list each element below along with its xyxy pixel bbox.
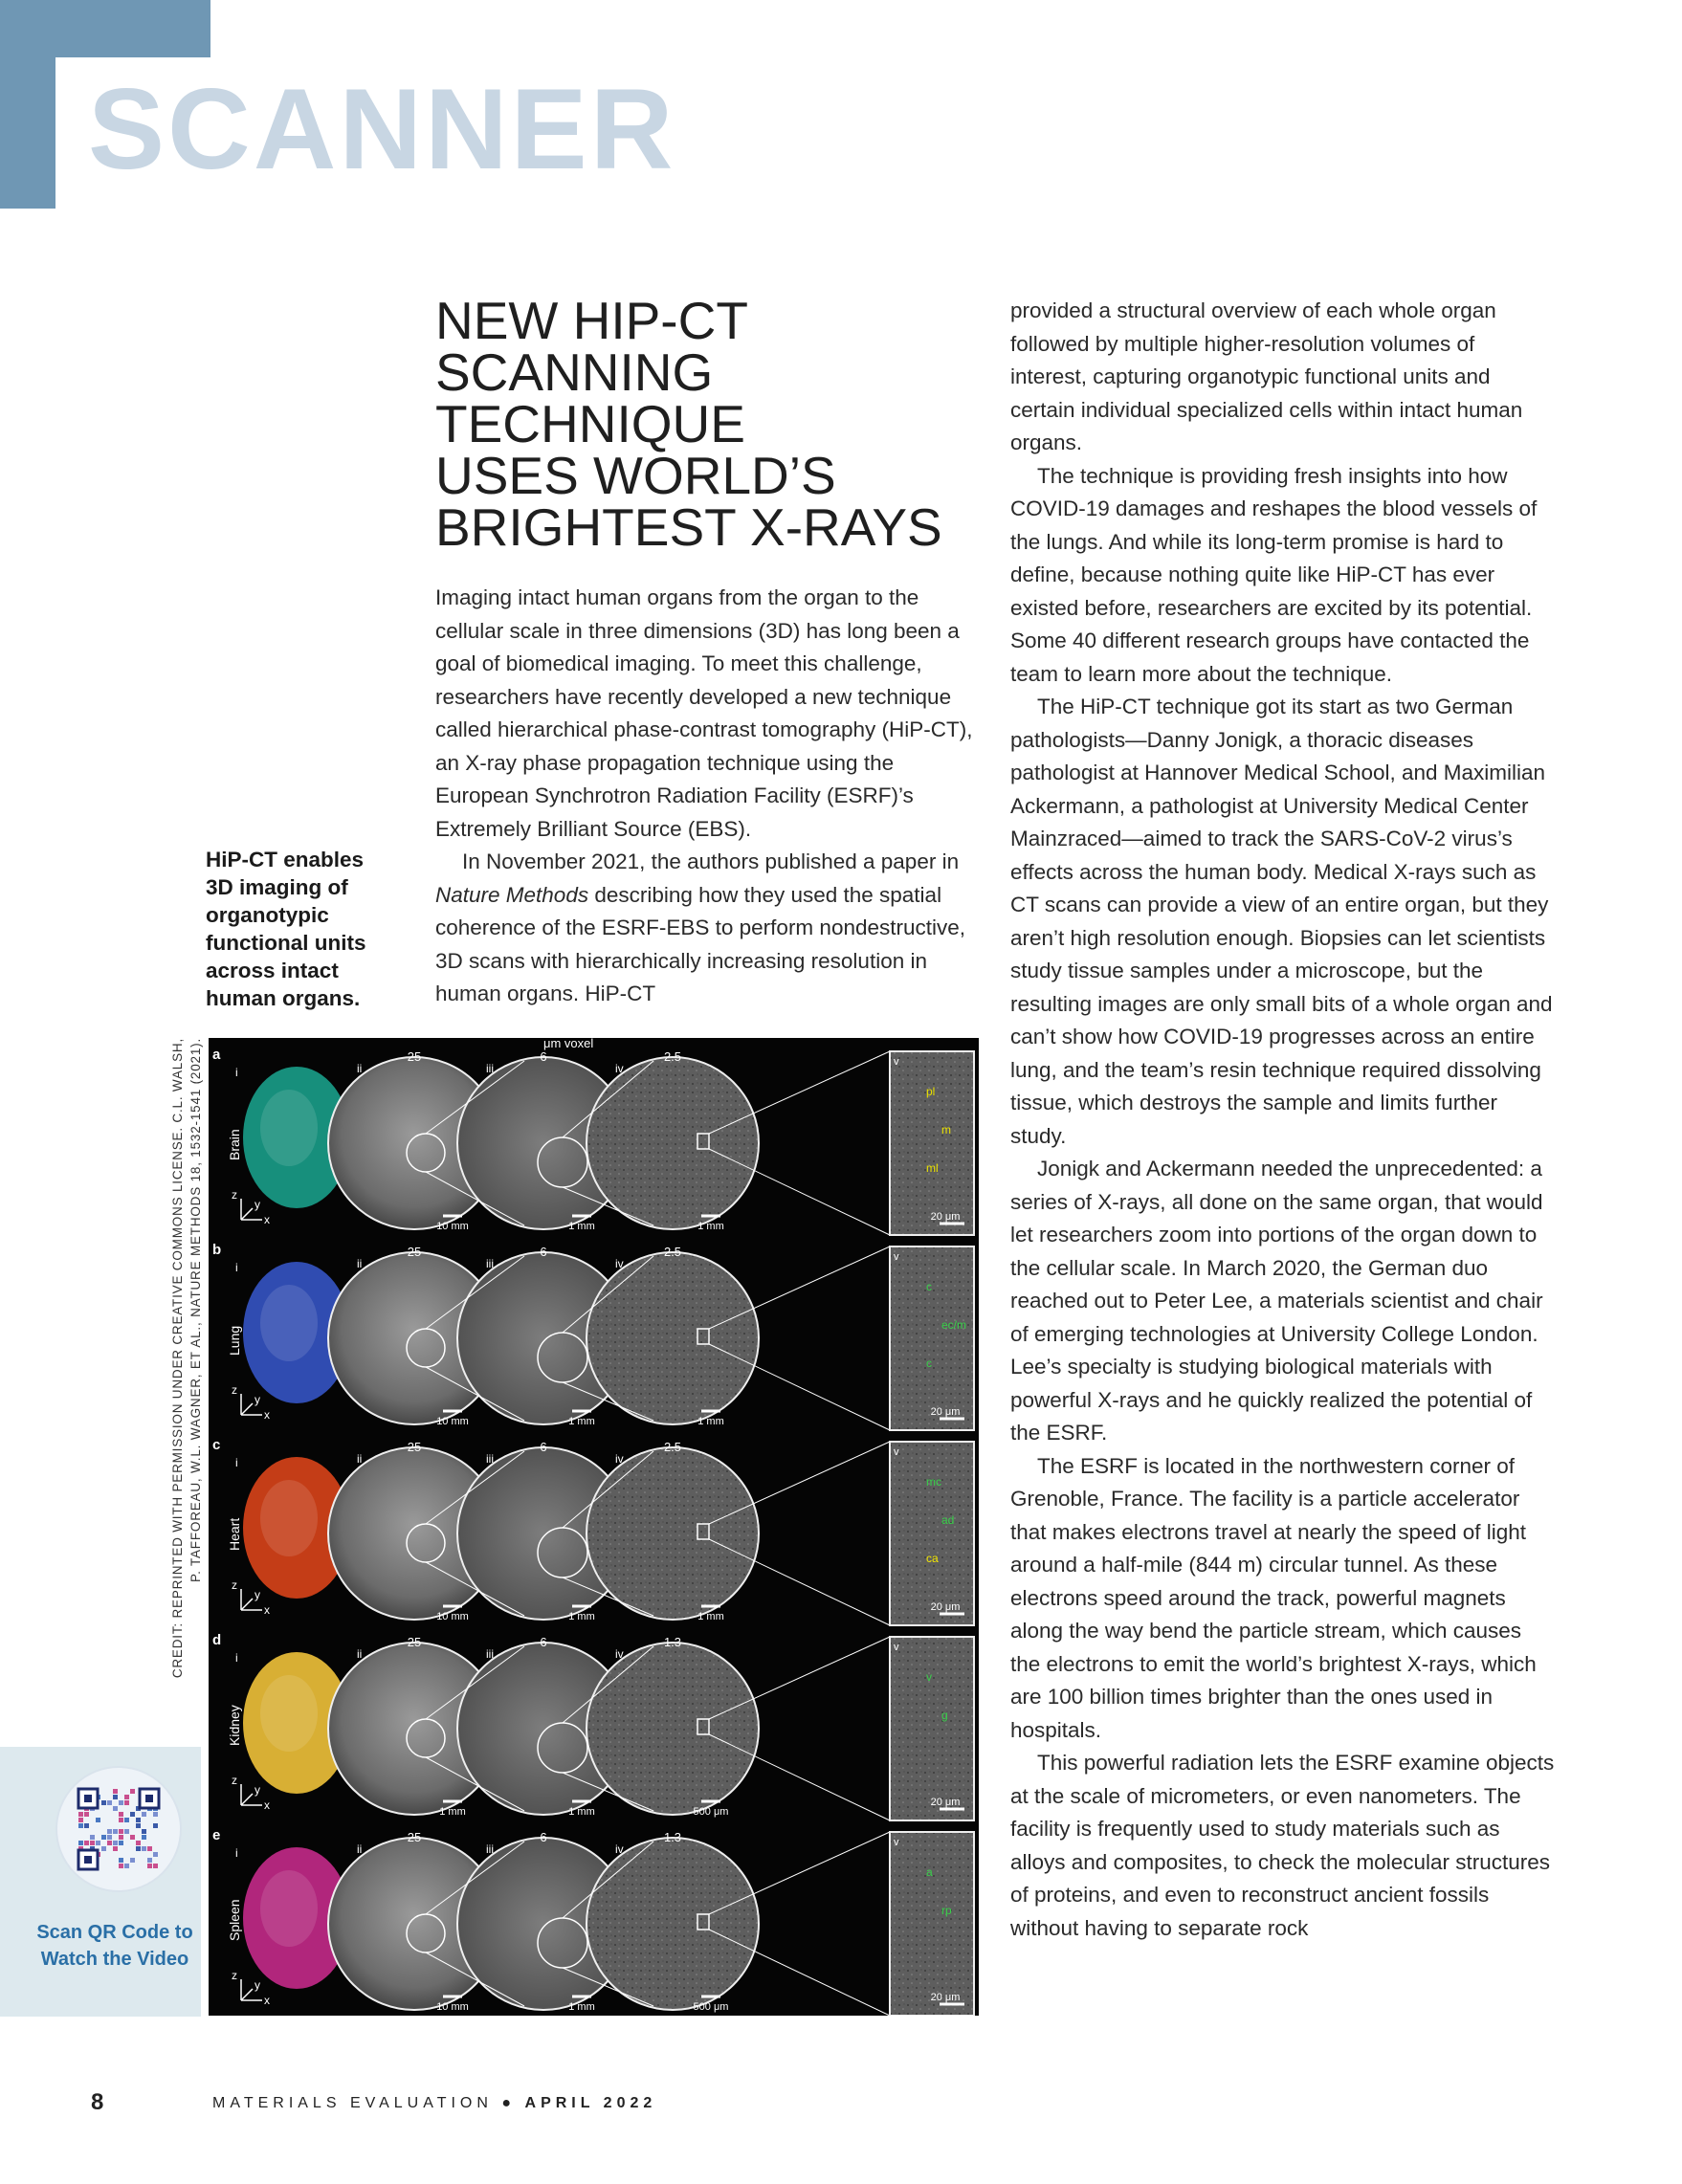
axis-y xyxy=(241,1989,253,2000)
axis-label: y xyxy=(255,1783,260,1797)
qr-module xyxy=(119,1835,123,1840)
detail-panel xyxy=(890,1246,974,1430)
scale-label: 20 μm xyxy=(930,1211,961,1223)
structure-label: a xyxy=(926,1865,933,1879)
scan-circle xyxy=(586,1447,759,1620)
qr-module xyxy=(84,1823,89,1828)
qr-module xyxy=(96,1841,100,1845)
qr-module xyxy=(113,1795,118,1799)
resolution-label: 6 xyxy=(540,1440,547,1454)
panel-letter: d xyxy=(212,1632,222,1648)
body-paragraph: The technique is providing fresh insights into how COVID-19 damages and reshapes the blood vessels of the lungs. And while its long-term promise is hard to define, because nothing quite like HiP-CT has ever existed before, researchers are excited by its potential. Some 40 different research groups have contacted the team to learn more about the technique. xyxy=(1010,463,1538,686)
qr-module xyxy=(119,1818,123,1822)
qr-module xyxy=(147,1864,152,1868)
qr-module xyxy=(153,1852,158,1857)
qr-module xyxy=(153,1823,158,1828)
qr-module xyxy=(153,1812,158,1817)
panel-roman-numeral: iv xyxy=(615,1647,624,1661)
qr-module xyxy=(78,1818,83,1822)
axis-label: x xyxy=(264,1603,270,1617)
qr-module xyxy=(96,1818,100,1822)
credit-line: CREDIT: REPRINTED WITH PERMISSION UNDER CREATIVE COMMONS LICENSE. C.L. WALSH, xyxy=(170,1038,185,1679)
axis-y xyxy=(241,1794,253,1805)
article-headline xyxy=(435,291,971,557)
detail-panel xyxy=(890,1051,974,1235)
panel-roman-numeral: i xyxy=(235,1066,238,1079)
organ-highlight xyxy=(260,1285,318,1361)
axis-y xyxy=(241,1403,253,1415)
qr-module xyxy=(136,1841,141,1845)
scale-label: 10 mm xyxy=(436,1221,469,1232)
resolution-label: 1.3 xyxy=(663,1830,682,1844)
qr-module xyxy=(130,1789,135,1794)
organ-highlight xyxy=(260,1480,318,1556)
resolution-label: 2.5 xyxy=(663,1049,682,1064)
scale-label: 10 mm xyxy=(436,2001,469,2013)
axis-y xyxy=(241,1599,253,1610)
structure-label: c xyxy=(926,1280,932,1293)
scan-circle xyxy=(586,1838,759,2010)
scan-circle xyxy=(586,1057,759,1229)
panel-roman-numeral: iv xyxy=(615,1257,624,1270)
structure-label: ml xyxy=(926,1161,939,1175)
scale-label: 1 mm xyxy=(568,1611,595,1622)
qr-module xyxy=(113,1829,118,1834)
qr-module xyxy=(113,1789,118,1794)
qr-module xyxy=(147,1858,152,1863)
qr-code[interactable] xyxy=(55,1766,182,1892)
qr-module xyxy=(119,1812,123,1817)
detail-panel xyxy=(890,1442,974,1625)
resolution-label: 1.3 xyxy=(663,1635,682,1649)
image-credit xyxy=(168,1038,205,1698)
scale-label: 1 mm xyxy=(568,1806,595,1818)
qr-module xyxy=(90,1841,95,1845)
credit-line: P. TAFFOREAU, W.L. WAGNER, ET AL., NATURE METHODS 18, 1532-1541 (2021). xyxy=(188,1038,203,1582)
scan-circle xyxy=(586,1643,759,1815)
panel-roman-numeral: i xyxy=(235,1651,238,1665)
panel-letter: b xyxy=(212,1242,222,1258)
panel-letter: a xyxy=(212,1047,221,1063)
organ-label: Heart xyxy=(227,1517,242,1551)
axis-label: z xyxy=(232,1774,237,1787)
hip-ct-figure xyxy=(209,1038,979,2016)
structure-label: c xyxy=(926,1357,932,1370)
qr-module xyxy=(90,1835,95,1840)
qr-caption: Scan QR Code to Watch the Video xyxy=(36,1922,193,1970)
scale-label: 1 mm xyxy=(697,1416,724,1427)
qr-module xyxy=(101,1800,106,1805)
resolution-label: 6 xyxy=(540,1830,547,1844)
section-tab-side xyxy=(0,0,55,209)
scale-label: 1 mm xyxy=(697,1611,724,1622)
body-text: In November 2021, the authors published a paper in xyxy=(462,849,960,873)
article-column-2 xyxy=(1010,295,1556,1945)
organ-label: Kidney xyxy=(227,1705,242,1746)
panel-roman-numeral: v xyxy=(894,1056,899,1068)
headline-line: BRIGHTEST X-RAYS xyxy=(435,497,942,557)
panel-roman-numeral: v xyxy=(894,1446,899,1458)
footer-journal-line xyxy=(212,2095,656,2112)
panel-roman-numeral: i xyxy=(235,1261,238,1274)
panel-roman-numeral: ii xyxy=(357,1647,363,1661)
organ-label: Lung xyxy=(227,1325,242,1356)
scale-label: 10 mm xyxy=(436,1416,469,1427)
panel-roman-numeral: ii xyxy=(357,1842,363,1856)
journal-name: Nature Methods xyxy=(435,882,589,907)
panel-roman-numeral: iv xyxy=(615,1062,624,1075)
scale-label: 500 μm xyxy=(693,1806,729,1818)
panel-roman-numeral: iv xyxy=(615,1842,624,1856)
scale-label: 1 mm xyxy=(439,1806,466,1818)
organ-label: Brain xyxy=(227,1129,242,1160)
scale-label: 1 mm xyxy=(568,1221,595,1232)
axis-label: z xyxy=(232,1188,237,1202)
body-paragraph: The ESRF is located in the northwestern corner of Grenoble, France. The facility is a particle accelerator that makes electrons travel at nearly the speed of light around a half-mile (844 m) circular tunnel. As these electrons speed around the track, powerful magnets along the way bend the particle stream, which causes the electrons to emit the world’s brightest X-rays, which are 100 billion times brighter than the ones used in hospitals. xyxy=(1010,1453,1537,1742)
journal-title: MATERIALS EVALUATION xyxy=(212,2095,493,2111)
scale-label: 1 mm xyxy=(568,1416,595,1427)
axis-label: y xyxy=(255,1198,260,1211)
body-paragraph xyxy=(435,846,979,1011)
qr-module xyxy=(124,1795,129,1799)
page-number: 8 xyxy=(91,2089,104,2115)
body-paragraph: This powerful radiation lets the ESRF examine objects at the scale of micrometers, or even nanometers. The facility is frequently used to study materials such as alloys and composites, to check the molecular structures of proteins, and even to reconstruct ancient fossils without having to separate rock xyxy=(1010,1751,1555,1940)
structure-label: g xyxy=(941,1709,948,1722)
axis-label: z xyxy=(232,1578,237,1592)
scale-label: 1 mm xyxy=(568,2001,595,2013)
organ-highlight xyxy=(260,1675,318,1752)
qr-module xyxy=(124,1818,129,1822)
qr-module xyxy=(101,1846,106,1851)
scale-label: 1 mm xyxy=(697,1221,724,1232)
body-paragraph: Imaging intact human organs from the organ to the cellular scale in three dimensions (3D) has long been a goal of biomedical imaging. To meet this challenge, researchers have recently developed a new technique called hierarchical phase-contrast tomography (HiP-CT), an X-ray phase propagation technique using the European Synchrotron Radiation Facility (ESRF)’s Extremely Brilliant Source (EBS). xyxy=(435,585,973,841)
panel-letter: e xyxy=(212,1827,221,1843)
resolution-label: 25 xyxy=(407,1245,422,1259)
qr-module xyxy=(142,1835,146,1840)
qr-module xyxy=(119,1858,123,1863)
qr-finder-center xyxy=(84,1795,92,1802)
resolution-label: 6 xyxy=(540,1049,547,1064)
qr-module xyxy=(101,1835,106,1840)
scale-label: 20 μm xyxy=(930,1601,961,1613)
panel-roman-numeral: iii xyxy=(486,1452,494,1466)
qr-module xyxy=(84,1841,89,1845)
panel-roman-numeral: i xyxy=(235,1846,238,1860)
body-text: describing how they used the spatial coherence of the ESRF-EBS to perform nondestructive, 3D scans with hierarchically increasing resolution in human organs. HiP-CT xyxy=(435,882,966,1005)
organ-highlight xyxy=(260,1090,318,1166)
scale-label: 500 μm xyxy=(693,2001,729,2013)
qr-module xyxy=(130,1858,135,1863)
qr-module xyxy=(142,1846,146,1851)
scan-circle xyxy=(586,1252,759,1424)
qr-module xyxy=(113,1841,118,1845)
panel-roman-numeral: i xyxy=(235,1456,238,1469)
separator-dot: ● xyxy=(501,2095,517,2111)
headline-line: NEW HIP-CT xyxy=(435,291,748,350)
structure-label: mc xyxy=(926,1475,941,1489)
qr-finder-center xyxy=(145,1795,153,1802)
axis-y xyxy=(241,1208,253,1220)
panel-roman-numeral: v xyxy=(894,1642,899,1653)
section-label: SCANNER xyxy=(88,65,676,193)
resolution-label: 25 xyxy=(407,1830,422,1844)
qr-module xyxy=(107,1835,112,1840)
panel-letter: c xyxy=(212,1437,221,1453)
axis-label: x xyxy=(264,1798,270,1812)
qr-module xyxy=(130,1812,135,1817)
resolution-label: 25 xyxy=(407,1049,422,1064)
qr-code-icon xyxy=(57,1768,180,1890)
resolution-label: 25 xyxy=(407,1440,422,1454)
figure-panels xyxy=(209,1038,979,2016)
figure-header: μm voxel xyxy=(543,1038,594,1050)
detail-panel xyxy=(890,1832,974,2016)
resolution-label: 6 xyxy=(540,1635,547,1649)
organ-label: Spleen xyxy=(227,1899,242,1941)
organ-highlight xyxy=(260,1870,318,1947)
structure-label: v xyxy=(926,1670,932,1684)
body-paragraph: provided a structural overview of each whole organ followed by multiple higher-resolution volumes of interest, capturing organotypic functional units and certain individual specialized cells within intact human organs. xyxy=(1010,298,1523,454)
axis-label: x xyxy=(264,1213,270,1226)
panel-roman-numeral: iv xyxy=(615,1452,624,1466)
headline-line: SCANNING xyxy=(435,342,714,402)
pullquote: HiP-CT enables 3D imaging of organotypic functional units across intact human organs. xyxy=(206,848,366,1010)
axis-label: y xyxy=(255,1393,260,1406)
qr-module xyxy=(124,1800,129,1805)
structure-label: rp xyxy=(941,1904,952,1917)
headline-line: USES WORLD’S xyxy=(435,446,836,505)
scale-label: 20 μm xyxy=(930,1406,961,1418)
headline-line: TECHNIQUE xyxy=(435,394,745,453)
panel-roman-numeral: iii xyxy=(486,1647,494,1661)
panel-roman-numeral: iii xyxy=(486,1062,494,1075)
resolution-label: 2.5 xyxy=(663,1440,682,1454)
structure-label: ca xyxy=(926,1552,939,1565)
qr-module xyxy=(136,1823,141,1828)
qr-module xyxy=(119,1829,123,1834)
panel-roman-numeral: iii xyxy=(486,1257,494,1270)
axis-label: x xyxy=(264,1408,270,1422)
qr-finder-center xyxy=(84,1856,92,1864)
resolution-label: 25 xyxy=(407,1635,422,1649)
qr-module xyxy=(142,1812,146,1817)
panel-roman-numeral: iii xyxy=(486,1842,494,1856)
detail-panel xyxy=(890,1637,974,1820)
panel-roman-numeral: v xyxy=(894,1251,899,1263)
qr-module xyxy=(107,1800,112,1805)
qr-module xyxy=(124,1864,129,1868)
qr-module xyxy=(119,1841,123,1845)
panel-roman-numeral: ii xyxy=(357,1062,363,1075)
qr-module xyxy=(130,1835,135,1840)
qr-module xyxy=(113,1806,118,1811)
qr-module xyxy=(124,1829,129,1834)
axis-label: y xyxy=(255,1588,260,1601)
axis-label: y xyxy=(255,1978,260,1992)
qr-module xyxy=(84,1812,89,1817)
qr-module xyxy=(142,1829,146,1834)
panel-roman-numeral: ii xyxy=(357,1257,363,1270)
qr-module xyxy=(78,1841,83,1845)
resolution-label: 6 xyxy=(540,1245,547,1259)
panel-roman-numeral: v xyxy=(894,1837,899,1848)
qr-module xyxy=(147,1846,152,1851)
structure-label: pl xyxy=(926,1085,936,1098)
scale-label: 10 mm xyxy=(436,1611,469,1622)
qr-module xyxy=(136,1818,141,1822)
issue-date: APRIL 2022 xyxy=(524,2095,657,2111)
axis-label: x xyxy=(264,1994,270,2007)
structure-label: ec/m xyxy=(941,1318,967,1332)
qr-module xyxy=(153,1864,158,1868)
structure-label: ad xyxy=(941,1513,955,1527)
axis-label: z xyxy=(232,1383,237,1397)
qr-module xyxy=(119,1800,123,1805)
body-paragraph: The HiP-CT technique got its start as two German pathologists—Danny Jonigk, a thoracic diseases pathologist at Hannover Medical School, and Maximilian Ackermann, a pathologist at University Medical Center Mainzraced—aimed to track the SARS-CoV-2 virus’s effects across the human body. Medical X-rays such as CT scans can provide a view of an entire organ, but they aren’t high resolution enough. Biopsies can let scientists study tissue samples under a microscope, but the resulting images are only small bits of a whole organ and can’t show how COVID-19 progresses across an entire lung, and the team’s resin technique required dissolving tissue, which destroys the sample and limits further study. xyxy=(1010,695,1553,1148)
structure-label: m xyxy=(941,1123,951,1136)
qr-module xyxy=(107,1829,112,1834)
qr-module xyxy=(136,1846,141,1851)
scale-label: 20 μm xyxy=(930,1992,961,2003)
panel-roman-numeral: ii xyxy=(357,1452,363,1466)
qr-module xyxy=(78,1823,83,1828)
qr-module xyxy=(113,1846,118,1851)
resolution-label: 2.5 xyxy=(663,1245,682,1259)
article-column-1 xyxy=(435,582,979,1011)
body-paragraph: Jonigk and Ackermann needed the unprecedented: a series of X-rays, all done on the same organ, that would let researchers zoom into portions of the organ down to the cellular scale. In March 2020, the German duo reached out to Peter Lee, a materials scientist and chair of emerging technologies at University College London. Lee’s specialty is studying biological materials with powerful X-rays and he quickly realized the potential of the ESRF. xyxy=(1010,1157,1543,1445)
scale-label: 20 μm xyxy=(930,1797,961,1808)
qr-module xyxy=(119,1864,123,1868)
qr-module xyxy=(78,1812,83,1817)
qr-module xyxy=(107,1841,112,1845)
axis-label: z xyxy=(232,1969,237,1982)
